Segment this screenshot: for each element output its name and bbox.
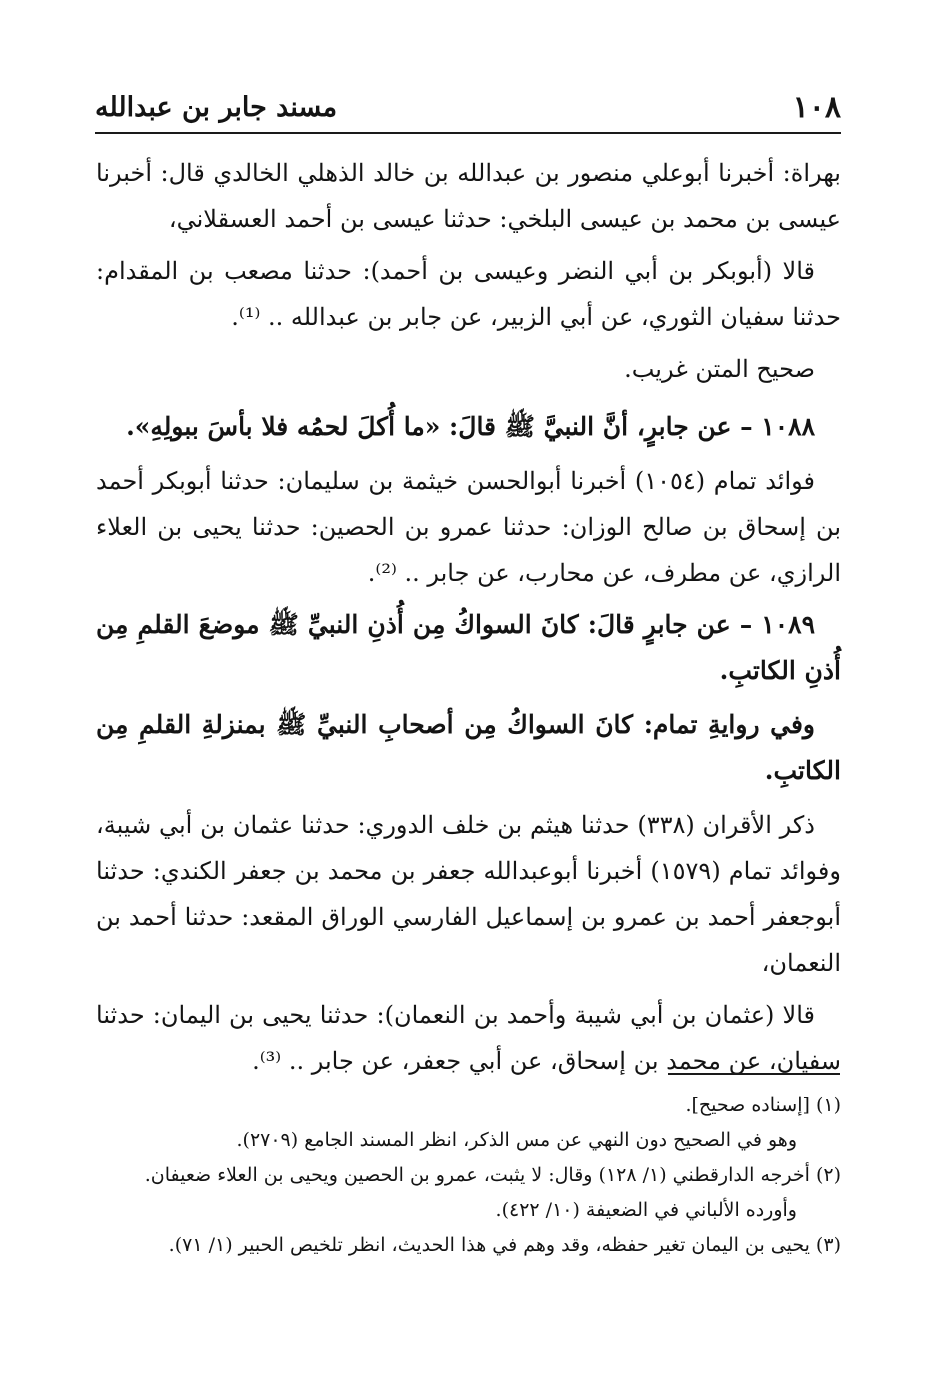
isnad-paragraph: قالا (أبوبكر بن أبي النضر وعيسى بن أحمد): حدثنا مصعب بن المقدام: حدثنا سفيان الثوري، عن أبي الزبير، عن جابر بن عبدالله .. ⁽¹⁾. bbox=[96, 257, 841, 331]
page-header bbox=[95, 88, 841, 128]
header-rule bbox=[95, 132, 841, 134]
hadith-variant: وفي روايةِ تمام: كانَ السواكُ مِن أصحابِ النبيِّ ﷺ بمنزلةِ القلمِ مِن الكاتبِ. bbox=[96, 710, 841, 785]
footnotes bbox=[96, 1088, 841, 1263]
isnad-paragraph: قالا (عثمان بن أبي شيبة وأحمد بن النعمان): حدثنا يحيى بن اليمان: حدثنا سفيان، عن محمد بن إسحاق، عن أبي جعفر، عن جابر .. ⁽³⁾. bbox=[96, 1001, 841, 1075]
running-title: مسند جابر بن عبدالله bbox=[95, 92, 338, 123]
isnad-paragraph: بهراة: أخبرنا أبوعلي منصور بن عبدالله بن خالد الذهلي الخالدي قال: أخبرنا عيسى بن محمد بن عيسى البلخي: حدثنا عيسى بن أحمد العسقلاني، bbox=[96, 159, 841, 233]
footnote-separator bbox=[668, 1073, 840, 1075]
footnote-1: (١) [إسناده صحيح]. bbox=[685, 1094, 841, 1116]
hadith-1089: ١٠٨٩ – عن جابرٍ قالَ: كانَ السواكُ مِن أُذنِ النبيِّ ﷺ موضعَ القلمِ مِن أُذنِ الكاتبِ. bbox=[96, 610, 841, 685]
grading-note: صحيح المتن غريب. bbox=[624, 355, 815, 383]
source-paragraph: فوائد تمام (١٠٥٤) أخبرنا أبوالحسن خيثمة بن سليمان: حدثنا أبوبكر أحمد بن إسحاق بن صالح الوزان: حدثنا عمرو بن الحصين: حدثنا يحيى بن العلاء الرازي، عن مطرف، عن محارب، عن جابر .. ⁽²⁾. bbox=[96, 467, 841, 587]
hadith-1088: ١٠٨٨ – عن جابرٍ، أنَّ النبيَّ ﷺ قالَ: «ما أُكلَ لحمُه فلا بأسَ ببولِهِ». bbox=[126, 412, 815, 441]
page-number: ١٠٨ bbox=[792, 90, 841, 125]
footnote-1-continued: وهو في الصحيح دون النهي عن مس الذكر، انظر المسند الجامع (٢٧٠٩). bbox=[236, 1129, 797, 1151]
footnote-2: (٢) أخرجه الدارقطني (١/ ١٢٨) وقال: لا يثبت، عمرو بن الحصين ويحيى بن العلاء ضعيفان. bbox=[144, 1164, 841, 1186]
footnote-2-continued: وأورده الألباني في الضعيفة (١٠/ ٤٢٢). bbox=[495, 1199, 797, 1221]
main-text bbox=[96, 150, 841, 1090]
source-paragraph: ذكر الأقران (٣٣٨) حدثنا هيثم بن خلف الدوري: حدثنا عثمان بن أبي شيبة، وفوائد تمام (١٥٧٩) أخبرنا أبوعبدالله جعفر بن محمد بن جعفر الكندي: حدثنا أبوجعفر أحمد بن عمرو بن إسماعيل الفارسي الوراق المقعد: حدثنا أحمد بن النعمان، bbox=[96, 811, 842, 977]
footnote-3: (٣) يحيى بن اليمان تغير حفظه، وقد وهم في هذا الحديث، انظر تلخيص الحبير (١/ ٧١). bbox=[168, 1234, 841, 1256]
